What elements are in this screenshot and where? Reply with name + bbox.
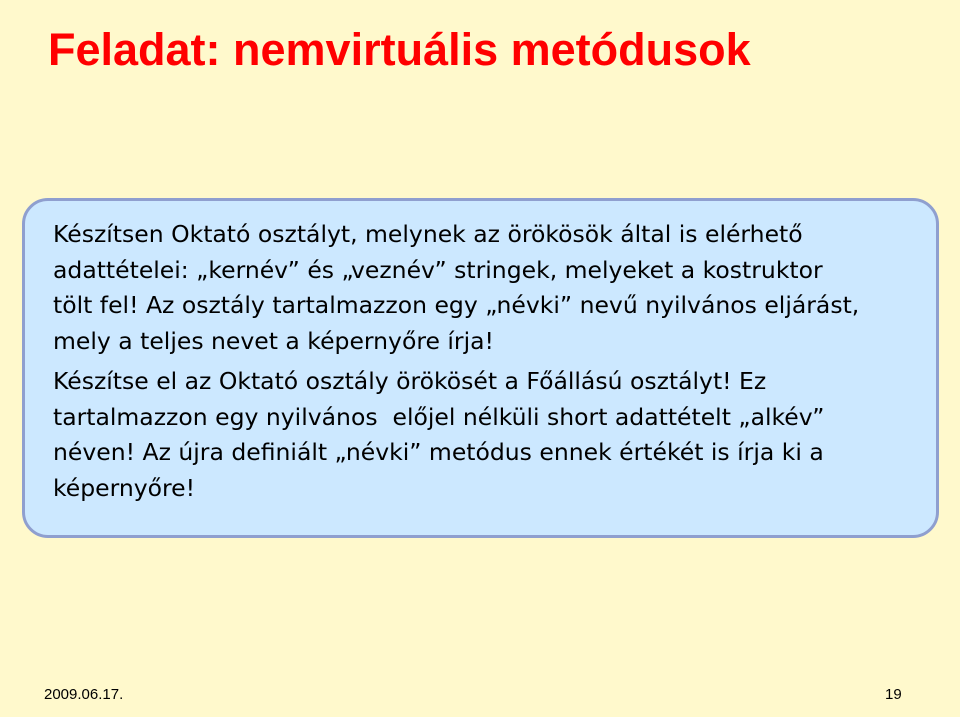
paragraph-1-line-3: tölt fel! Az osztály tartalmazzon egy „névki” nevű nyilvános eljárást, bbox=[53, 291, 860, 319]
paragraph-2-line-4: képernyőre! bbox=[53, 473, 196, 502]
paragraph-2-line-1: Készítse el az Oktató osztály örökösét a Főállású osztályt! Ez bbox=[53, 367, 767, 395]
paragraph-1-line-4: mely a teljes nevet a képernyőre írja! bbox=[53, 326, 494, 355]
paragraph-2-line-2: tartalmazzon egy nyilvános előjel nélküli short adattételt „alkév” bbox=[53, 402, 825, 431]
paragraph-1 bbox=[53, 217, 926, 359]
footer-page-number: 19 bbox=[885, 686, 902, 703]
paragraph-2 bbox=[53, 364, 926, 506]
footer-date: 2009.06.17. bbox=[44, 686, 124, 703]
paragraph-2-line-3: néven! Az újra definiált „névki” metódus ennek értékét is írja ki a bbox=[53, 438, 824, 466]
paragraph-1-line-1: Készítsen Oktató osztályt, melynek az örökösök által is elérhető bbox=[53, 220, 803, 248]
paragraph-1-line-2: adattételei: „kernév” és „veznév” stringek, melyeket a kostruktor bbox=[53, 255, 823, 284]
task-description-box bbox=[22, 198, 939, 538]
slide-title: Feladat: nemvirtuális metódusok bbox=[48, 24, 751, 75]
